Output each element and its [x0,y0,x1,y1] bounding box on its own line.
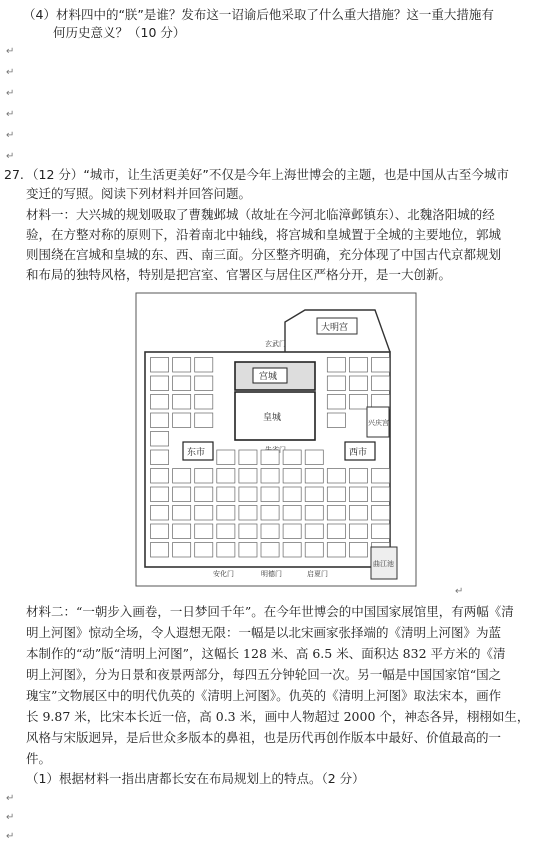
ward-block [372,358,390,373]
material-2-line-5: 瑰宝”文物展区中的明代仇英的《清明上河图》。仇英的《清明上河图》取法宋本，画作 [26,688,502,703]
ward-block [173,487,191,502]
ward-block [283,487,301,502]
ward-block [349,395,367,410]
ward-block [173,543,191,558]
ward-block [173,524,191,539]
paragraph-mark: ↵ [6,831,15,842]
ward-block [372,469,390,484]
ward-block [305,506,323,521]
ward-block [195,506,213,521]
ward-block [305,450,323,465]
ward-block [327,358,345,373]
changan-map-svg [135,292,417,587]
q27-intro-line-2: 变迁的写照。阅读下列材料并回答问题。 [26,186,252,201]
ward-block [349,543,367,558]
ward-block [327,469,345,484]
paragraph-mark: ↵ [6,812,15,823]
anhua-gate-label: 安化门 [213,570,234,578]
ward-block [217,543,235,558]
ward-block [217,524,235,539]
ward-block [195,358,213,373]
ward-block [349,487,367,502]
xingqing-palace-label: 兴庆宫 [368,419,389,427]
ward-block [151,543,169,558]
ward-block [283,543,301,558]
q4-line-1: （4）材料四中的“朕”是谁？发布这一诏谕后他采取了什么重大措施？这一重大措施有 [23,7,494,22]
q27-number: 27. [4,167,24,182]
ward-block [239,524,257,539]
ward-block [349,358,367,373]
daming-palace-label: 大明宫 [321,323,349,333]
ward-block [327,376,345,391]
material-1-line-3: 则围绕在宫城和皇城的东、西、南三面。分区整齐明确，充分体现了中国古代京都规划 [26,247,502,262]
ward-block [195,376,213,391]
ward-block [151,395,169,410]
ward-block [372,506,390,521]
ward-block [327,487,345,502]
sub-question-1: （1）根据材料一指出唐都长安在布局规划上的特点。（2 分） [26,771,365,786]
ward-block [173,395,191,410]
ward-block [173,469,191,484]
ward-block [261,524,279,539]
ward-block [261,450,279,465]
paragraph-mark: ↵ [6,88,15,99]
material-2-line-6: 长 9.87 米，比宋本长近一倍，高 0.3 米，画中人物超过 2000 个，神态各异，栩栩如生， [26,709,530,724]
qujiang-pond-label: 曲江池 [373,560,394,568]
ward-block [261,506,279,521]
ward-block [305,469,323,484]
palace-city-label: 宫城 [259,372,278,382]
ward-block [173,376,191,391]
material-1-line-4: 和布局的独特风格，特别是把宫室、官署区与居住区严格分开，是一大创新。 [26,267,452,282]
paragraph-mark: ↵ [6,109,15,120]
ward-block [372,376,390,391]
ward-block [173,413,191,428]
ward-block [151,487,169,502]
ward-block [349,469,367,484]
ward-block [217,487,235,502]
ward-block [349,524,367,539]
ward-block [283,469,301,484]
paragraph-mark: ↵ [6,46,15,57]
ward-block [151,450,169,465]
ward-block [261,469,279,484]
ward-block [283,506,301,521]
paragraph-mark: ↵ [6,130,15,141]
ward-block [151,376,169,391]
ward-block [217,469,235,484]
ward-block [305,524,323,539]
ward-block [195,395,213,410]
ward-block [305,543,323,558]
ward-block [239,450,257,465]
paragraph-mark: ↵ [6,151,15,162]
west-market-label: 西市 [349,448,368,458]
ward-block [327,395,345,410]
material-1-line-2: 验，在方整对称的原则下，沿着南北中轴线，将宫城和皇城置于全城的主要地位，郭城 [26,227,502,242]
mingde-gate-label: 明德门 [261,570,282,578]
east-market-label: 东市 [187,448,206,458]
ward-block [327,524,345,539]
ward-block [195,487,213,502]
ward-block [217,506,235,521]
ward-block [239,543,257,558]
material-2-line-1: 材料二：“一朝步入画卷，一日梦回千年”。在今年世博会的中国国家展馆里，有两幅《清 [26,604,514,619]
ward-block [151,506,169,521]
paragraph-mark: ↵ [455,586,464,597]
ward-block [173,506,191,521]
ward-block [151,524,169,539]
ward-block [261,543,279,558]
ward-block [372,487,390,502]
ward-block [151,358,169,373]
ward-block [305,487,323,502]
ward-block [283,450,301,465]
ward-block [349,376,367,391]
ward-block [283,524,301,539]
ward-block [349,506,367,521]
ward-block [151,432,169,447]
ward-block [195,469,213,484]
material-2-line-8: 件。 [26,751,52,766]
ward-block [173,358,191,373]
ward-block [372,524,390,539]
ward-block [239,506,257,521]
material-2-line-3: 本制作的“动”版“清明上河图”，这幅长 128 米、高 6.5 米、面积达 832 平方米的《清 [26,646,506,661]
imperial-city-label: 皇城 [263,413,282,423]
q27-intro-line-1: （12 分）“城市，让生活更美好”不仅是今年上海世博会的主题，也是中国从古至今城市 [26,167,509,182]
material-2-line-4: 明上河图》，分为日景和夜景两部分，每四五分钟轮回一次。另一幅是中国国家馆“国之 [26,667,502,682]
ward-block [195,543,213,558]
material-1-line-1: 材料一：大兴城的规划吸取了曹魏邺城（故址在今河北临漳邺镇东）、北魏洛阳城的经 [26,207,495,222]
ward-block [239,469,257,484]
material-2-line-2: 明上河图》惊动全场，令人遐想无限：一幅是以北宋画家张择端的《清明上河图》为蓝 [26,625,502,640]
ward-block [327,506,345,521]
ward-block [261,487,279,502]
material-2-line-7: 风格与宋版迥异，是后世众多版本的鼻祖，也是历代再创作版本中最好、价值最高的一 [26,730,502,745]
ward-block [217,450,235,465]
ward-block [151,413,169,428]
ward-block [239,487,257,502]
ward-block [151,469,169,484]
ward-block [195,524,213,539]
ward-block [327,413,345,428]
ward-block [195,413,213,428]
q4-line-2: 何历史意义？（10 分） [53,25,186,40]
paragraph-mark: ↵ [6,67,15,78]
paragraph-mark: ↵ [6,793,15,804]
ward-block [327,543,345,558]
changan-city-map [135,292,417,587]
xuanwu-gate-label: 玄武门 [265,340,286,348]
qixia-gate-label: 启夏门 [307,570,328,578]
